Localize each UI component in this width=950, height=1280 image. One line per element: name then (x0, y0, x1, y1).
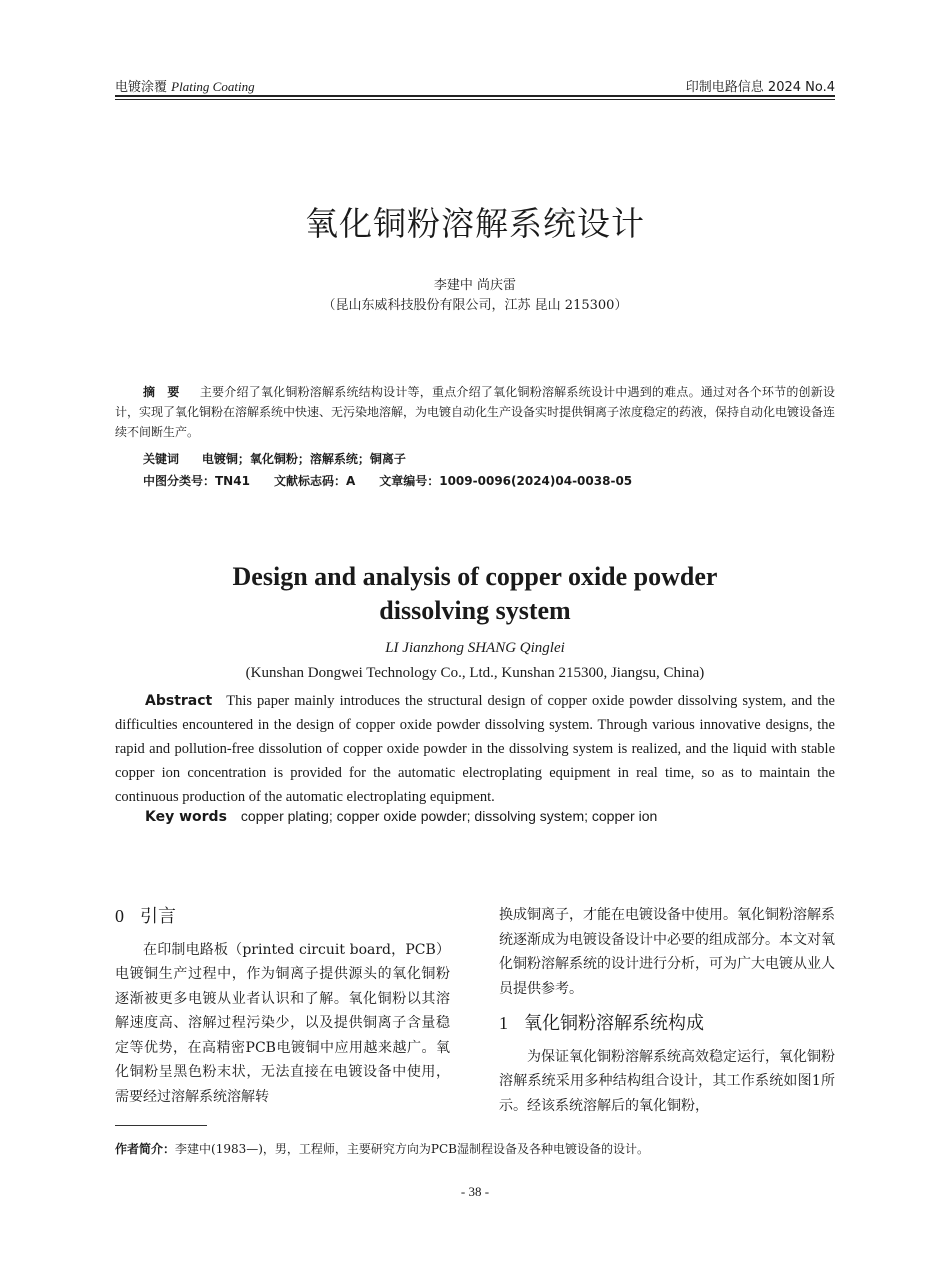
cn-keywords (143, 450, 406, 467)
en-authors: LI Jianzhong SHANG Qinglei (385, 640, 565, 656)
section-1-title: 氧化铜粉溶解系统构成 (524, 1013, 704, 1034)
en-abstract (115, 689, 835, 809)
en-abstract-text: This paper mainly introduces the structural design of copper oxide powder dissolving system, and the difficulties encountered in the design of copper oxide powder dissolving system. Through various innovative designs, the rapid and pollution-free dissolution of copper oxide powder in the dissolving system is realized, and the liquid with stable copper ion concentration is provided for the automatic electroplating equipment in real time, so as to maintain the continuous production of the automatic electroplating equipment. (115, 693, 835, 805)
page-number: - 38 - (460, 1184, 490, 1199)
section-1-heading (499, 1011, 835, 1037)
author-footnote (115, 1140, 649, 1157)
right-column (499, 903, 835, 1118)
document-code: 文献标志码：A (273, 474, 356, 488)
running-header-right: 印制电路信息 2024 No.4 (685, 80, 835, 95)
section-0-number: 0 (115, 906, 124, 926)
journal-section-cn: 电镀涂覆 (115, 80, 168, 95)
cn-authors: 李建中 尚庆雷 (433, 278, 517, 293)
cn-title: 氧化铜粉溶解系统设计 (305, 204, 645, 243)
footnote-text: 李建中(1983—)，男，工程师，主要研究方向为PCB湿制程设备及各种电镀设备的设计。 (175, 1142, 649, 1156)
footnote-label: 作者简介： (115, 1142, 176, 1156)
section-1-paragraph: 为保证氧化铜粉溶解系统高效稳定运行，氧化铜粉溶解系统采用多种结构组合设计，其工作系统如图1所示。经该系统溶解后的氧化铜粉， (499, 1048, 835, 1114)
cn-abstract-text: 主要介绍了氧化铜粉溶解系统结构设计等，重点介绍了氧化铜粉溶解系统设计中遇到的难点。通过对各个环节的创新设计，实现了氧化铜粉在溶解系统中快速、无污染地溶解，为电镀自动化生产设备实时提供铜离子浓度稳定的药液，保持自动化电镀设备连续不间断生产。 (115, 385, 836, 439)
cn-keywords-text: 电镀铜；氧化铜粉；溶解系统；铜离子 (201, 452, 406, 466)
cn-affiliation: （昆山东威科技股份有限公司，江苏 昆山 215300） (322, 298, 628, 313)
en-keywords-label: Key words (145, 809, 227, 825)
cn-keywords-label: 关键词 (143, 452, 180, 466)
en-keywords (145, 808, 657, 825)
en-affiliation: (Kunshan Dongwei Technology Co., Ltd., Kunshan 215300, Jiangsu, China) (245, 665, 705, 681)
footnote-rule (115, 1125, 207, 1126)
left-column (115, 904, 450, 1109)
en-abstract-label: Abstract (145, 693, 213, 709)
section-0-continued: 换成铜离子，才能在电镀设备中使用。氧化铜粉溶解系统逐渐成为电镀设备设计中必要的组成部分。本文对氧化铜粉溶解系统的设计进行分析，可为广大电镀从业人员提供参考。 (499, 907, 835, 997)
cn-classification (143, 472, 632, 489)
running-header-left (115, 76, 255, 95)
clc-number: 中图分类号：TN41 (143, 474, 250, 488)
section-1-number: 1 (499, 1013, 508, 1033)
en-title: Design and analysis of copper oxide powder dissolving system (232, 562, 718, 625)
section-0-title: 引言 (140, 906, 176, 927)
header-rule-thick (115, 95, 835, 97)
section-0-paragraph: 在印制电路板（printed circuit board，PCB）电镀铜生产过程中，作为铜离子提供源头的氧化铜粉逐渐被更多电镀从业者认识和了解。氧化铜粉以其溶解速度高、溶解过程污染少，以及提供铜离子含量稳定等优势，在高精密PCB电镀铜中应用越来越广。氧化铜粉呈黑色粉末状，无法直接在电镀设备中使用，需要经过溶解系统溶解转 (115, 941, 450, 1105)
cn-abstract-label: 摘 要 (143, 385, 180, 399)
journal-section-en: Plating Coating (171, 79, 255, 94)
article-number: 文章编号：1009-0096(2024)04-0038-05 (379, 474, 633, 488)
en-keywords-text: copper plating; copper oxide powder; dissolving system; copper ion (240, 808, 658, 824)
cn-abstract (115, 382, 835, 442)
section-0-heading (115, 904, 450, 930)
header-rule-thin (115, 99, 835, 100)
